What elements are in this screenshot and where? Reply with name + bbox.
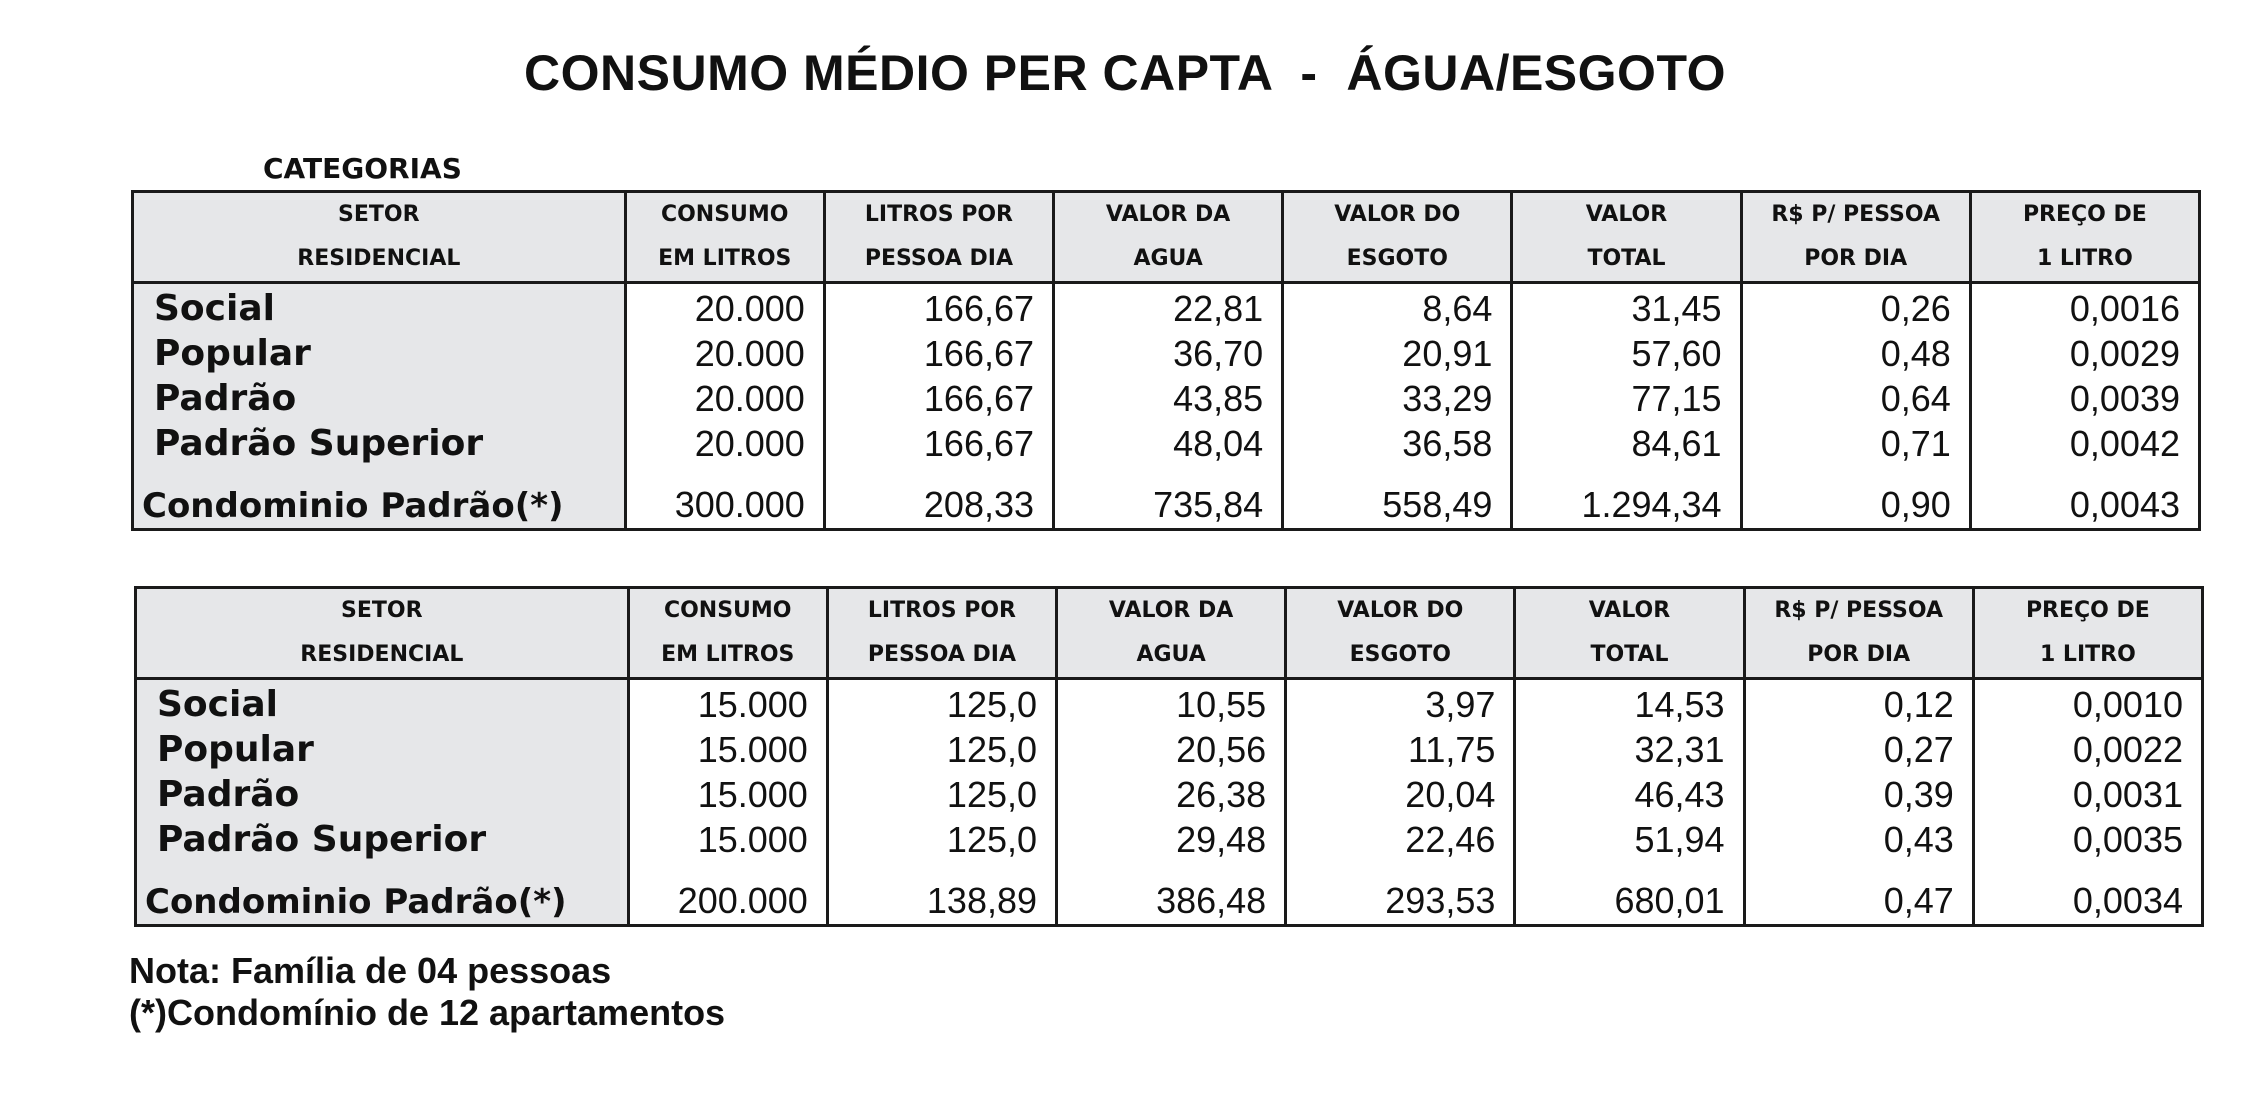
cell-consumo: 20.000: [625, 331, 824, 376]
cell-rs-pessoa: 0,71: [1741, 421, 1970, 466]
cell-valor-esgoto: 20,04: [1286, 772, 1515, 817]
cell-valor-agua: 735,84: [1054, 466, 1283, 530]
cell-consumo: 300.000: [625, 466, 824, 530]
cell-preco-litro: 0,0022: [1973, 727, 2202, 772]
row-category: Social: [133, 283, 626, 332]
row-category: Popular: [136, 727, 629, 772]
cell-valor-total: 51,94: [1515, 817, 1744, 862]
cell-valor-esgoto: 558,49: [1283, 466, 1512, 530]
cell-litros: 125,0: [827, 679, 1056, 728]
cell-valor-esgoto: 22,46: [1286, 817, 1515, 862]
cell-rs-pessoa: 0,64: [1741, 376, 1970, 421]
header-rs-pessoa: R$ P/ PESSOA POR DIA: [1744, 588, 1973, 679]
cell-litros: 166,67: [824, 283, 1053, 332]
cell-consumo: 20.000: [625, 421, 824, 466]
cell-valor-esgoto: 3,97: [1286, 679, 1515, 728]
header-preco-litro: PREÇO DE 1 LITRO: [1970, 192, 2199, 283]
page-title: CONSUMO MÉDIO PER CAPTA - ÁGUA/ESGOTO: [524, 45, 1726, 101]
cell-valor-esgoto: 11,75: [1286, 727, 1515, 772]
table-row: [136, 817, 2203, 862]
cell-preco-litro: 0,0034: [1973, 862, 2202, 926]
cell-consumo: 20.000: [625, 376, 824, 421]
cell-rs-pessoa: 0,39: [1744, 772, 1973, 817]
cell-valor-agua: 20,56: [1057, 727, 1286, 772]
row-category: Condominio Padrão(*): [136, 862, 629, 926]
cell-valor-esgoto: 36,58: [1283, 421, 1512, 466]
cell-rs-pessoa: 0,48: [1741, 331, 1970, 376]
table-row: [136, 862, 2203, 926]
table-row: [133, 331, 2200, 376]
header-valor-total: VALOR TOTAL: [1512, 192, 1741, 283]
cell-litros: 138,89: [827, 862, 1056, 926]
cell-valor-agua: 386,48: [1057, 862, 1286, 926]
cell-preco-litro: 0,0042: [1970, 421, 2199, 466]
cell-rs-pessoa: 0,43: [1744, 817, 1973, 862]
row-category: Social: [136, 679, 629, 728]
row-category: Padrão: [133, 376, 626, 421]
note-condominium: (*)Condomínio de 12 apartamentos: [129, 992, 726, 1033]
footnotes: [129, 950, 725, 1034]
cell-valor-total: 14,53: [1515, 679, 1744, 728]
cell-consumo: 200.000: [628, 862, 827, 926]
header-valor-agua: VALOR DA AGUA: [1054, 192, 1283, 283]
consumption-table-20000: [131, 190, 2201, 531]
cell-valor-total: 680,01: [1515, 862, 1744, 926]
cell-litros: 208,33: [824, 466, 1053, 530]
header-consumo: CONSUMO EM LITROS: [628, 588, 827, 679]
cell-preco-litro: 0,0035: [1973, 817, 2202, 862]
cell-rs-pessoa: 0,26: [1741, 283, 1970, 332]
cell-valor-agua: 29,48: [1057, 817, 1286, 862]
cell-litros: 125,0: [827, 772, 1056, 817]
row-category: Condominio Padrão(*): [133, 466, 626, 530]
cell-litros: 125,0: [827, 817, 1056, 862]
cell-valor-esgoto: 293,53: [1286, 862, 1515, 926]
table-row: [133, 283, 2200, 332]
cell-preco-litro: 0,0010: [1973, 679, 2202, 728]
header-valor-total: VALOR TOTAL: [1515, 588, 1744, 679]
note-family: Nota: Família de 04 pessoas: [129, 950, 612, 991]
cell-valor-total: 77,15: [1512, 376, 1741, 421]
cell-preco-litro: 0,0029: [1970, 331, 2199, 376]
cell-valor-total: 46,43: [1515, 772, 1744, 817]
cell-consumo: 15.000: [628, 679, 827, 728]
cell-valor-total: 32,31: [1515, 727, 1744, 772]
consumption-table-15000: [134, 586, 2204, 927]
cell-valor-agua: 22,81: [1054, 283, 1283, 332]
cell-preco-litro: 0,0031: [1973, 772, 2202, 817]
cell-valor-agua: 26,38: [1057, 772, 1286, 817]
row-category: Padrão Superior: [133, 421, 626, 466]
cell-consumo: 15.000: [628, 772, 827, 817]
header-preco-litro: PREÇO DE 1 LITRO: [1973, 588, 2202, 679]
table-header-row: [133, 192, 2200, 283]
cell-valor-total: 57,60: [1512, 331, 1741, 376]
header-consumo: CONSUMO EM LITROS: [625, 192, 824, 283]
cell-valor-total: 1.294,34: [1512, 466, 1741, 530]
cell-rs-pessoa: 0,90: [1741, 466, 1970, 530]
cell-consumo: 15.000: [628, 817, 827, 862]
row-category: Padrão Superior: [136, 817, 629, 862]
cell-litros: 166,67: [824, 331, 1053, 376]
row-category: Popular: [133, 331, 626, 376]
cell-valor-agua: 43,85: [1054, 376, 1283, 421]
table-row: [136, 727, 2203, 772]
cell-valor-agua: 48,04: [1054, 421, 1283, 466]
cell-rs-pessoa: 0,27: [1744, 727, 1973, 772]
cell-valor-agua: 36,70: [1054, 331, 1283, 376]
header-litros: LITROS POR PESSOA DIA: [824, 192, 1053, 283]
header-rs-pessoa: R$ P/ PESSOA POR DIA: [1741, 192, 1970, 283]
cell-valor-esgoto: 8,64: [1283, 283, 1512, 332]
table-row: [136, 772, 2203, 817]
cell-preco-litro: 0,0016: [1970, 283, 2199, 332]
header-setor: SETOR RESIDENCIAL: [133, 192, 626, 283]
cell-litros: 166,67: [824, 421, 1053, 466]
cell-valor-esgoto: 20,91: [1283, 331, 1512, 376]
cell-rs-pessoa: 0,47: [1744, 862, 1973, 926]
cell-preco-litro: 0,0043: [1970, 466, 2199, 530]
row-category: Padrão: [136, 772, 629, 817]
cell-valor-agua: 10,55: [1057, 679, 1286, 728]
table-header-row: [136, 588, 2203, 679]
header-valor-esgoto: VALOR DO ESGOTO: [1283, 192, 1512, 283]
table-row: [133, 421, 2200, 466]
cell-litros: 166,67: [824, 376, 1053, 421]
header-litros: LITROS POR PESSOA DIA: [827, 588, 1056, 679]
table-row: [133, 376, 2200, 421]
header-valor-agua: VALOR DA AGUA: [1057, 588, 1286, 679]
cell-litros: 125,0: [827, 727, 1056, 772]
cell-valor-esgoto: 33,29: [1283, 376, 1512, 421]
header-setor: SETOR RESIDENCIAL: [136, 588, 629, 679]
table-row: [136, 679, 2203, 728]
cell-rs-pessoa: 0,12: [1744, 679, 1973, 728]
categories-label: CATEGORIAS: [263, 152, 462, 185]
cell-consumo: 20.000: [625, 283, 824, 332]
cell-valor-total: 31,45: [1512, 283, 1741, 332]
header-valor-esgoto: VALOR DO ESGOTO: [1286, 588, 1515, 679]
cell-preco-litro: 0,0039: [1970, 376, 2199, 421]
cell-consumo: 15.000: [628, 727, 827, 772]
table-row: [133, 466, 2200, 530]
cell-valor-total: 84,61: [1512, 421, 1741, 466]
